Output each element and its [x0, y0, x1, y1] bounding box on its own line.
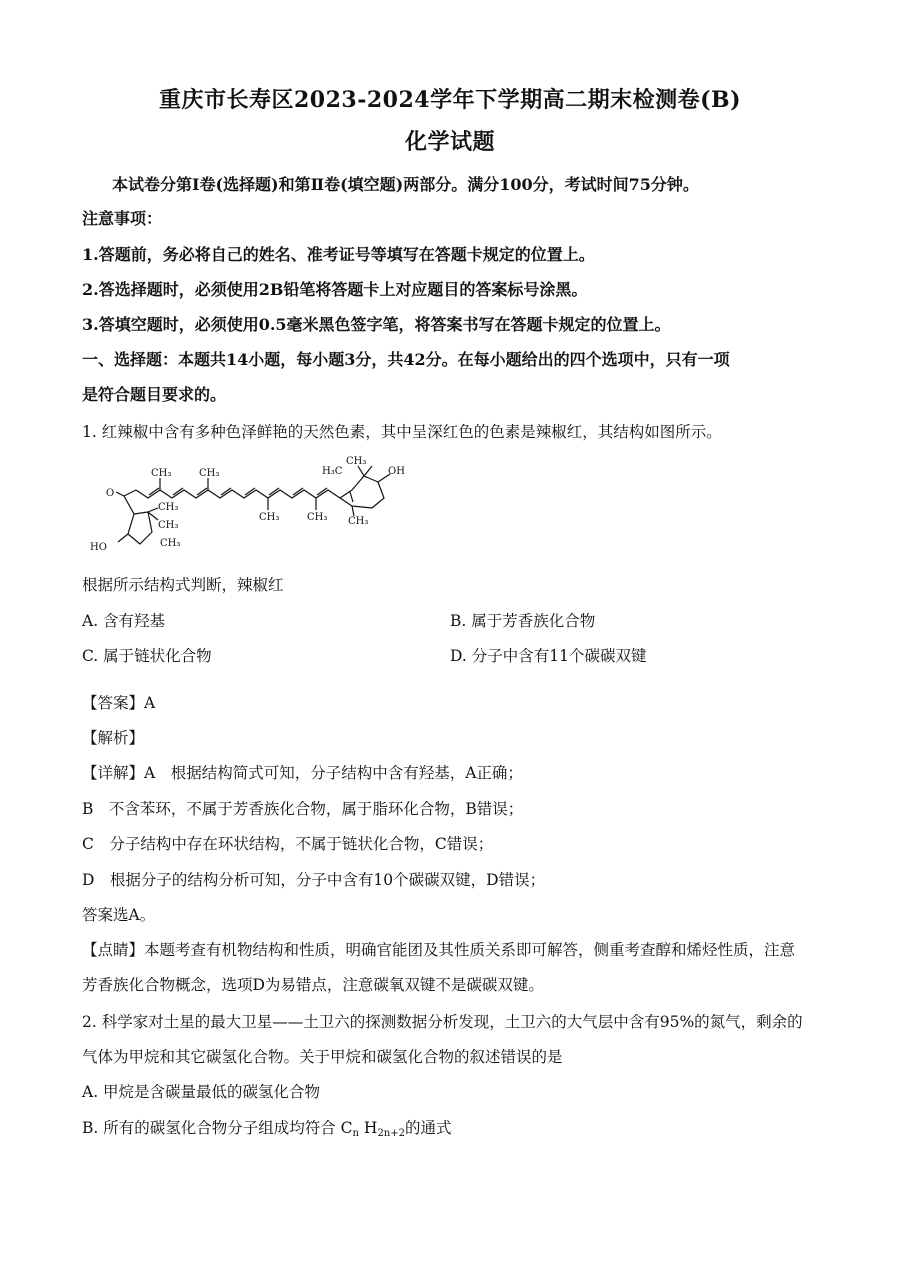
- hydroxyl-label-left: HO: [90, 542, 107, 553]
- methyl-label-7: CH₃: [160, 538, 181, 549]
- methyl-label-9: CH₃: [346, 456, 367, 467]
- q1-option-a: A. 含有羟基: [82, 612, 166, 630]
- q1-option-b: B. 属于芳香族化合物: [450, 612, 596, 630]
- q2-option-b-sub-n: n: [352, 1128, 359, 1139]
- q2-option-b-suffix: 的通式: [405, 1119, 452, 1137]
- q2-option-b-sub-2n2: 2n+2: [377, 1128, 405, 1139]
- methyl-label-6: CH₃: [158, 520, 179, 531]
- q1-option-d: D. 分子中含有11个碳碳双键: [450, 647, 647, 665]
- q2-stem-1: 2. 科学家对土星的最大卫星——土卫六的探测数据分析发现，土卫六的大气层中含有95%的氮气，剩余的: [82, 1013, 803, 1031]
- q1-comment-2: 芳香族化合物概念，选项D为易错点，注意碳氧双键不是碳碳双键。: [82, 976, 544, 994]
- q2-option-b-mid: H: [359, 1119, 378, 1137]
- methyl-label-8: H₃C: [322, 466, 343, 477]
- notes-title: 注意事项：: [82, 209, 163, 228]
- note-2: 2.答选择题时，必须使用2B铅笔将答题卡上对应题目的答案标号涂黑。: [82, 280, 588, 299]
- paper-info: 本试卷分第Ⅰ卷(选择题)和第Ⅱ卷(填空题)两部分。满分100分，考试时间75分钟。: [112, 175, 699, 194]
- methyl-label-1: CH₃: [151, 468, 172, 479]
- q2-option-b: [82, 1116, 452, 1139]
- q1-detail-2: B 不含苯环，不属于芳香族化合物，属于脂环化合物，B错误；: [82, 800, 524, 818]
- note-1: 1.答题前，务必将自己的姓名、准考证号等填写在答题卡规定的位置上。: [82, 245, 595, 264]
- methyl-label-3: CH₃: [259, 512, 280, 523]
- q1-stem: 1. 红辣椒中含有多种色泽鲜艳的天然色素，其中呈深红色的色素是辣椒红，其结构如图所示。: [82, 423, 722, 441]
- q2-stem-2: 气体为甲烷和其它碳氢化合物。关于甲烷和碳氢化合物的叙述错误的是: [82, 1048, 563, 1066]
- note-3: 3.答填空题时，必须使用0.5毫米黑色签字笔，将答案书写在答题卡规定的位置上。: [82, 315, 671, 334]
- exam-title: 重庆市长寿区2023-2024学年下学期高二期末检测卷(B): [158, 87, 741, 113]
- q1-analysis-label: 【解析】: [82, 729, 145, 747]
- capsanthin-structure-diagram: [88, 452, 418, 562]
- q1-detail-3: C 分子结构中存在环状结构，不属于链状化合物，C错误；: [82, 835, 494, 853]
- methyl-label-5: CH₃: [158, 502, 179, 513]
- q1-option-c: C. 属于链状化合物: [82, 647, 212, 665]
- q2-option-a: A. 甲烷是含碳量最低的碳氢化合物: [82, 1083, 321, 1101]
- methyl-label-2: CH₃: [199, 468, 220, 479]
- q1-prompt: 根据所示结构式判断，辣椒红: [82, 576, 284, 594]
- q2-option-b-prefix: B. 所有的碳氢化合物分子组成均符合 C: [82, 1119, 353, 1137]
- carbonyl-o-label: O: [106, 488, 115, 499]
- methyl-label-10: CH₃: [348, 516, 369, 527]
- q1-conclusion: 答案选A。: [82, 906, 156, 924]
- exam-subtitle: 化学试题: [404, 129, 495, 155]
- q1-detail-1: 【详解】A 根据结构简式可知，分子结构中含有羟基，A正确；: [82, 764, 523, 782]
- section-heading-line2: 是符合题目要求的。: [82, 385, 227, 404]
- q1-detail-4: D 根据分子的结构分析可知，分子中含有10个碳碳双键，D错误；: [82, 871, 546, 889]
- section-heading-line1: 一、选择题：本题共14小题，每小题3分，共42分。在每小题给出的四个选项中，只有一项: [82, 350, 730, 369]
- methyl-label-4: CH₃: [307, 512, 328, 523]
- q1-answer: 【答案】A: [82, 694, 156, 712]
- hydroxyl-label-right: OH: [388, 466, 405, 477]
- q1-comment-1: 【点睛】本题考查有机物结构和性质，明确官能团及其性质关系即可解答，侧重考查醇和烯烃性质，注意: [82, 941, 796, 959]
